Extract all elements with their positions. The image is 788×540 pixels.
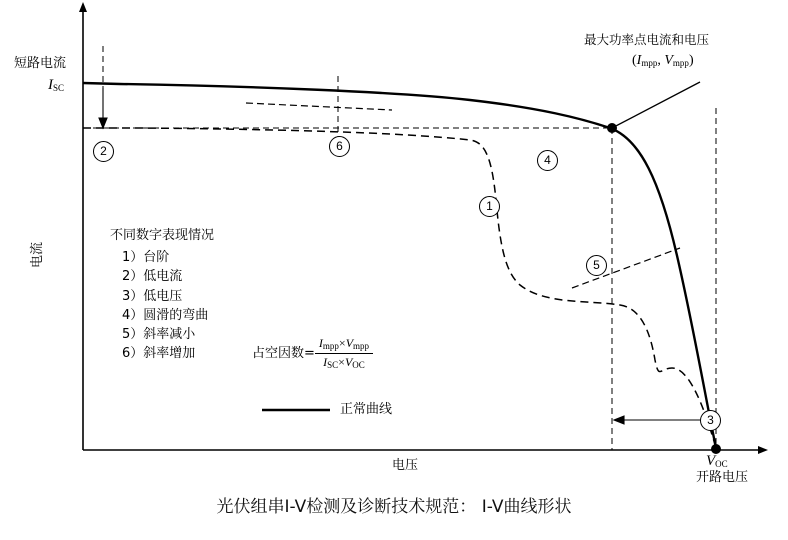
- x-axis-voc-symbol: $V_{OC}$: [706, 453, 728, 469]
- legend-item-6: 6）斜率增加: [122, 346, 196, 362]
- figure-caption: 光伏组串I-V检测及诊断技术规范： I-V曲线形状: [216, 497, 572, 517]
- fraction-denominator: $I_{SC}\times V_{OC}$: [323, 355, 365, 371]
- fill-factor-fraction: [315, 336, 373, 372]
- marker-1: 1: [479, 196, 500, 217]
- fill-factor-label: 占空因数=: [252, 345, 315, 361]
- marker-4: 4: [537, 150, 558, 171]
- legend-item-4: 4）圆滑的弯曲: [122, 307, 209, 323]
- legend-item-3: 3）低电压: [122, 288, 183, 304]
- legend-item-5: 5）斜率减小: [122, 327, 196, 342]
- x-axis-label: 电压: [392, 458, 419, 473]
- fill-factor-formula: [252, 336, 373, 372]
- marker-6: 6: [329, 136, 350, 157]
- legend-item-1: 1）台阶: [122, 250, 170, 265]
- normal-curve-legend-label: 正常曲线: [340, 402, 393, 417]
- marker-5: 5: [586, 255, 607, 276]
- y-axis-isc-symbol: $I_{SC}$: [48, 77, 65, 93]
- fraction-numerator: $I_{mpp}\times V_{mpp}$: [315, 336, 373, 354]
- y-axis-top-label-text: 短路电流: [14, 56, 67, 71]
- mpp-marker: [607, 82, 700, 133]
- y-axis-label: 电流: [30, 241, 45, 268]
- mpp-annotation-symbols: ($I_{mpp}$, $V_{mpp}$): [632, 53, 694, 68]
- legend-item-2: 2）低电流: [122, 269, 183, 285]
- x-axis-voc-label: 开路电压: [696, 470, 749, 485]
- mpp-annotation-title: 最大功率点电流和电压: [584, 32, 710, 47]
- marker-2: 2: [93, 141, 114, 162]
- marker-3: 3: [700, 410, 721, 431]
- reference-lines: [83, 46, 716, 450]
- legend-items: [122, 250, 208, 366]
- legend-heading: 不同数字表现情况: [110, 228, 215, 243]
